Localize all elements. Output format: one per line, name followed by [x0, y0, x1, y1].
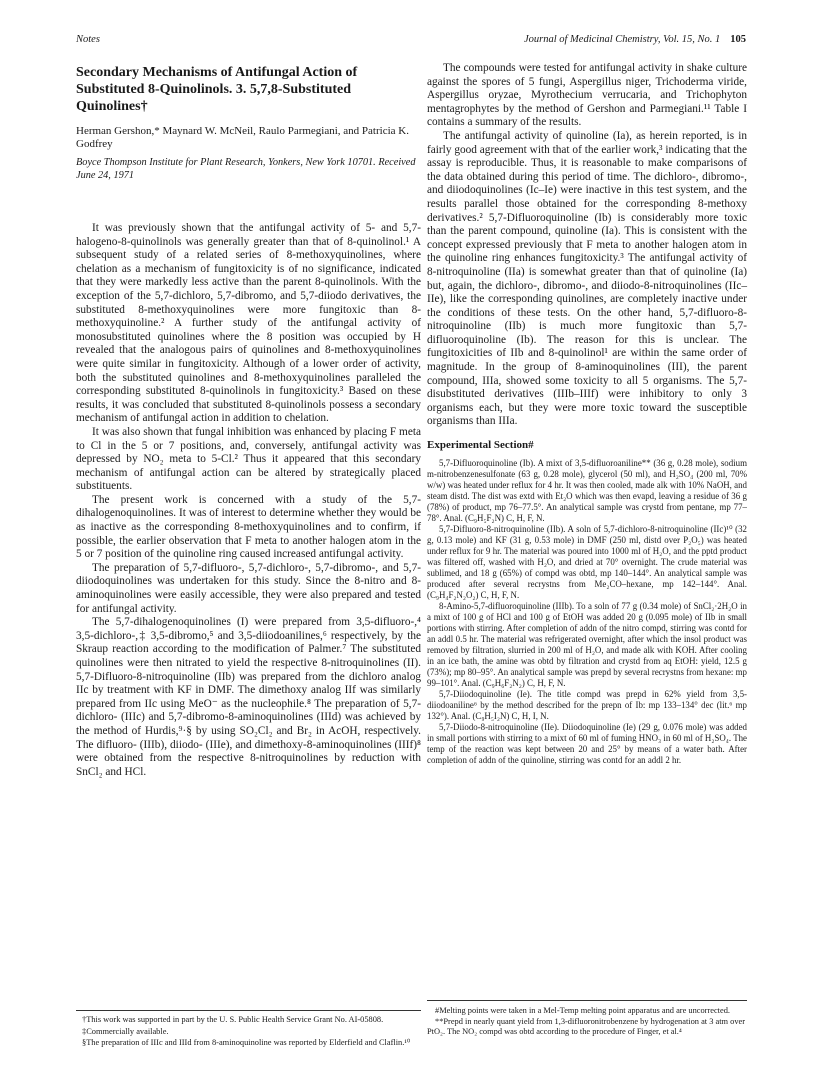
body-paragraph: It was previously shown that the antifungal activity of 5- and 5,7-halogeno-8-quinolinols was generally greater than that of 8-quinolinol.¹ A subsequent study of a related series of 8-methoxyquinolines, where chelation as a mechanism of fungitoxicity is of no significance, indicated that they were markedly less active than the parent 8-quinolinols. With the exception of the 5,7-dichloro, 5,7-dibromo, and 5,7-diiodo derivatives, the substituted 8-methoxyquinolines were more fungitoxic than 8-methoxyquinoline.² A further study of the antifungal activity of monosubstituted quinolines where the 8 position was occupied by H revealed that the analogous pairs of quinolines and 8-methoxyquinolines were quite similar in fungitoxicity. Although of a lower order of activity, both the substituted quinolines and 8-methoxyquinolines paralleled the corresponding substituted 8-quinolinols in fungitoxicity.³ Based on these results, it was concluded that substituted 8-quinolinols possess a secondary mechanism of antifungal action in addition to chelation.: [76, 222, 421, 425]
experimental-paragraph: 5,7-Difluoroquinoline (Ib). A mixt of 3,5-difluoroaniline** (36 g, 0.28 mole), sodium m-nitrobenzenesulfonate (63 g, 0.28 mole), glycerol (50 ml), and H₂SO₄ (200 ml, 70% w/w) was heated under reflux for 4 hr. It was then cooled, made alk with 10% NaOH, and steam distd. The dist was extd with Et₂O which was then evapd, leaving a residue of 36 g (78%) of product, mp 76–77.5°. An analytical sample was crystd from pentane, mp 77–78°. Anal. (C₉H₅F₂N) C, H, F, N.: [427, 458, 747, 524]
experimental-paragraph: 5,7-Diiodo-8-nitroquinoline (IIe). Diiodoquinoline (Ie) (29 g, 0.076 mole) was added in small portions with stirring to a mixt of 60 ml of fuming HNO₃ in 60 ml of H₂SO₄. The temp of the reaction was kept between 20 and 25° by means of a water bath. After completion of addn of the quinoline, stirring was contd for an addl 2 hr.: [427, 722, 747, 766]
right-column: [427, 62, 747, 766]
body-paragraph: The present work is concerned with a study of the 5,7-dihalogenoquinolines. It was of interest to determine whether they would be as inactive as the corresponding 8-methoxyquinolines and to confirm, if possible, the earlier observation that F meta to another halogen atom in the 5 or 7 position of the quinoline ring caused increased antifungal activity.: [76, 493, 421, 561]
footnote: †This work was supported in part by the U. S. Public Health Service Grant No. AI-05808.: [82, 1015, 384, 1024]
experimental-paragraph: 5,7-Difluoro-8-nitroquinoline (IIb). A soln of 5,7-dichloro-8-nitroquinoline (IIc)¹⁰ (32 g, 0.13 mole) and KF (31 g, 0.53 mole) in DMF (250 ml, distd over P₂O₅) was heated under reflux for 9 hr. The material was poured into 1000 ml of H₂O, and the pptd product was filtered off, washed with H₂O, and dried at 70° overnight. The crude material was sublimed, and 18 g (65%) of compd was obtd, mp 140–144°. An analytical sample was produced after several recrystns from Me₂CO–hexane, mp 142–144°. Anal. (C₉H₄F₂N₂O₂) C, H, F, N.: [427, 524, 747, 601]
footnote: #Melting points were taken in a Mel-Temp melting point apparatus and are uncorrected.: [435, 1006, 731, 1015]
section-label: Notes: [76, 34, 100, 45]
body-paragraph: The 5,7-dihalogenoquinolines (I) were prepared from 3,5-difluoro-,⁴ 3,5-dichloro-,‡ 3,5-dibromo,⁵ and 3,5-diiodoanilines,⁶ respectively, by the Skraup reaction according to the modification of Palmer.⁷ The substituted quinolines were then nitrated to yield the respective 8-nitroquinolines (II). 5,7-Difluoro-8-nitroquinoline (IIb) was prepared from the dichloro analog IIc by treatment with KF in DMF. The dimethoxy analog IIf was similarly prepared from IIc using MeO⁻ as the nucleophile.⁸ The preparation of 5,7-dichloro- (IIIc) and 5,7-dibromo-8-aminoquinolines (IIId) was achieved by the method of Hurdis,⁹·§ by using SO₂Cl₂ and Br₂ in AcOH, respectively. The difluoro- (IIIb), diiodo- (IIIe), and dimethoxy-8-aminoquinolines (IIIf)⁸ were obtained from the respective 8-nitroquinolines by reduction with SnCl₂ and HCl.: [76, 616, 421, 778]
footnote: **Prepd in nearly quant yield from 1,3-difluoronitrobenzene by hydrogenation at 3 atm over PtO₂. The NO₂ compd was obtd according to the procedure of Finger, et al.⁴: [427, 1016, 746, 1036]
experimental-paragraph: 5,7-Diiodoquinoline (Ie). The title compd was prepd in 62% yield from 3,5-diiodoaniline⁶ by the method described for the prepn of Ib: mp 133–134° dec (lit.⁶ mp 132°). Anal. (C₉H₅I₂N) C, H, I, N.: [427, 689, 747, 722]
experimental-section: [427, 458, 747, 766]
running-header: [76, 34, 746, 50]
body-paragraph: The antifungal activity of quinoline (Ia), as herein reported, is in fairly good agreement with that of the earlier work,³ indicating that the assay is reproducible. Thus, it is reasonable to make comparisons of the data obtained during this period of time. The dichloro-, dibromo-, and diiodoquinolines (Ic–Ie) were inactive in this test system, and the results parallel those obtained for the corresponding 8-methoxy derivatives.² 5,7-Difluoroquinoline (Ib) is considerably more toxic than the parent compound, quinoline (Ia). This is consistent with the concept expressed previously that F meta to another halogen atom in the quinoline ring enhances fungitoxicity.³ The antifungal activity of 8-nitroquinoline (IIa) is somewhat greater than that of quinoline (Ia) but, again, the dichloro-, dibromo-, and diiodo-8-nitroquinolines (IIc–IIe), like the corresponding quinolines, are completely inactive under the conditions of these tests. On the other hand, 5,7-difluoro-8-nitroquinoline (IIb) is much more fungitoxic than 5,7-difluoroquinoline (Ib). The reason for this is unclear. The fungitoxicities of IIb and 8-quinolinol¹ are within the same order of magnitude. In the group of 8-aminoquinolines (III), the parent compound, IIIa, showed some toxicity to all 5 organisms. The 5,7-disubstituted derivatives (IIIb–IIIf) were inhibitory to only 3 organisms each, but they were more toxic toward the susceptible organisms than IIIa.: [427, 129, 747, 428]
left-column: [76, 62, 421, 779]
left-footnotes: [76, 1010, 421, 1050]
footnote: §The preparation of IIIc and IIId from 8-aminoquinoline was reported by Elderfield and Claflin.¹⁰: [82, 1038, 411, 1047]
right-footnotes: [427, 1000, 747, 1038]
experimental-heading: Experimental Section#: [427, 439, 534, 452]
body-paragraph: The compounds were tested for antifungal activity in shake culture against the spores of 5 fungi, Aspergillus niger, Trichoderma viride, Aspergillus oryzae, Myrothecium verrucaria, and Trichophyton mentagrophytes by the method of Gershon and Parmegiani.¹¹ Table I contains a summary of the results.: [427, 62, 747, 129]
body-paragraph: It was also shown that fungal inhibition was enhanced by placing F meta to Cl in the 5 or 7 positions, and, conversely, antifungal activity was depressed by NO₂ meta to 5-Cl.² Thus it appeared that this secondary mechanism of antifungal action can be altered by strategically placed substituents.: [76, 425, 421, 493]
experimental-paragraph: 8-Amino-5,7-difluoroquinoline (IIIb). To a soln of 77 g (0.34 mole) of SnCl₂·2H₂O in a mixt of 100 g of HCl and 100 g of EtOH was added 20 g (0.095 mole) of IIb in small portions with stirring. After completion of addn of the nitro compd, stirring was contd for an addl 0.5 hr. The material was refrigerated overnight, after which the insol product was removed by filtration, slurried in 200 ml of H₂O, and made alk with KOH. After cooling in an ice bath, the amine was obtd by filtration and crystd from aq EtOH: yield, 12.5 g (73%); mp 80–95°. An analytical sample was prepd by several recrystns from hexane: mp 99–101°. Anal. (C₉H₆F₂N₂) C, H, F, N.: [427, 601, 747, 689]
author-list: Herman Gershon,* Maynard W. McNeil, Raulo Parmegiani, and Patricia K. Godfrey: [76, 125, 409, 150]
page-number: 105: [730, 34, 746, 45]
journal-name: Journal of Medicinal Chemistry, Vol. 15, No. 1: [523, 34, 721, 45]
affiliation: Boyce Thompson Institute for Plant Research, Yonkers, New York 10701. Received June 24, 1971: [76, 157, 416, 181]
article-title: Secondary Mechanisms of Antifungal Action of Substituted 8-Quinolinols. 3. 5,7,8-Substituted Quinolines†: [76, 65, 358, 114]
body-paragraph: The preparation of 5,7-difluoro-, 5,7-dichloro-, 5,7-dibromo-, and 5,7-diiodoquinolines was undertaken for this study. Since the 8-nitro and 8-aminoquinolines were easily accessible, they were also prepared and tested for antifungal activity.: [76, 561, 421, 615]
footnote: ‡Commercially available.: [82, 1026, 169, 1036]
journal-citation: [524, 34, 746, 45]
